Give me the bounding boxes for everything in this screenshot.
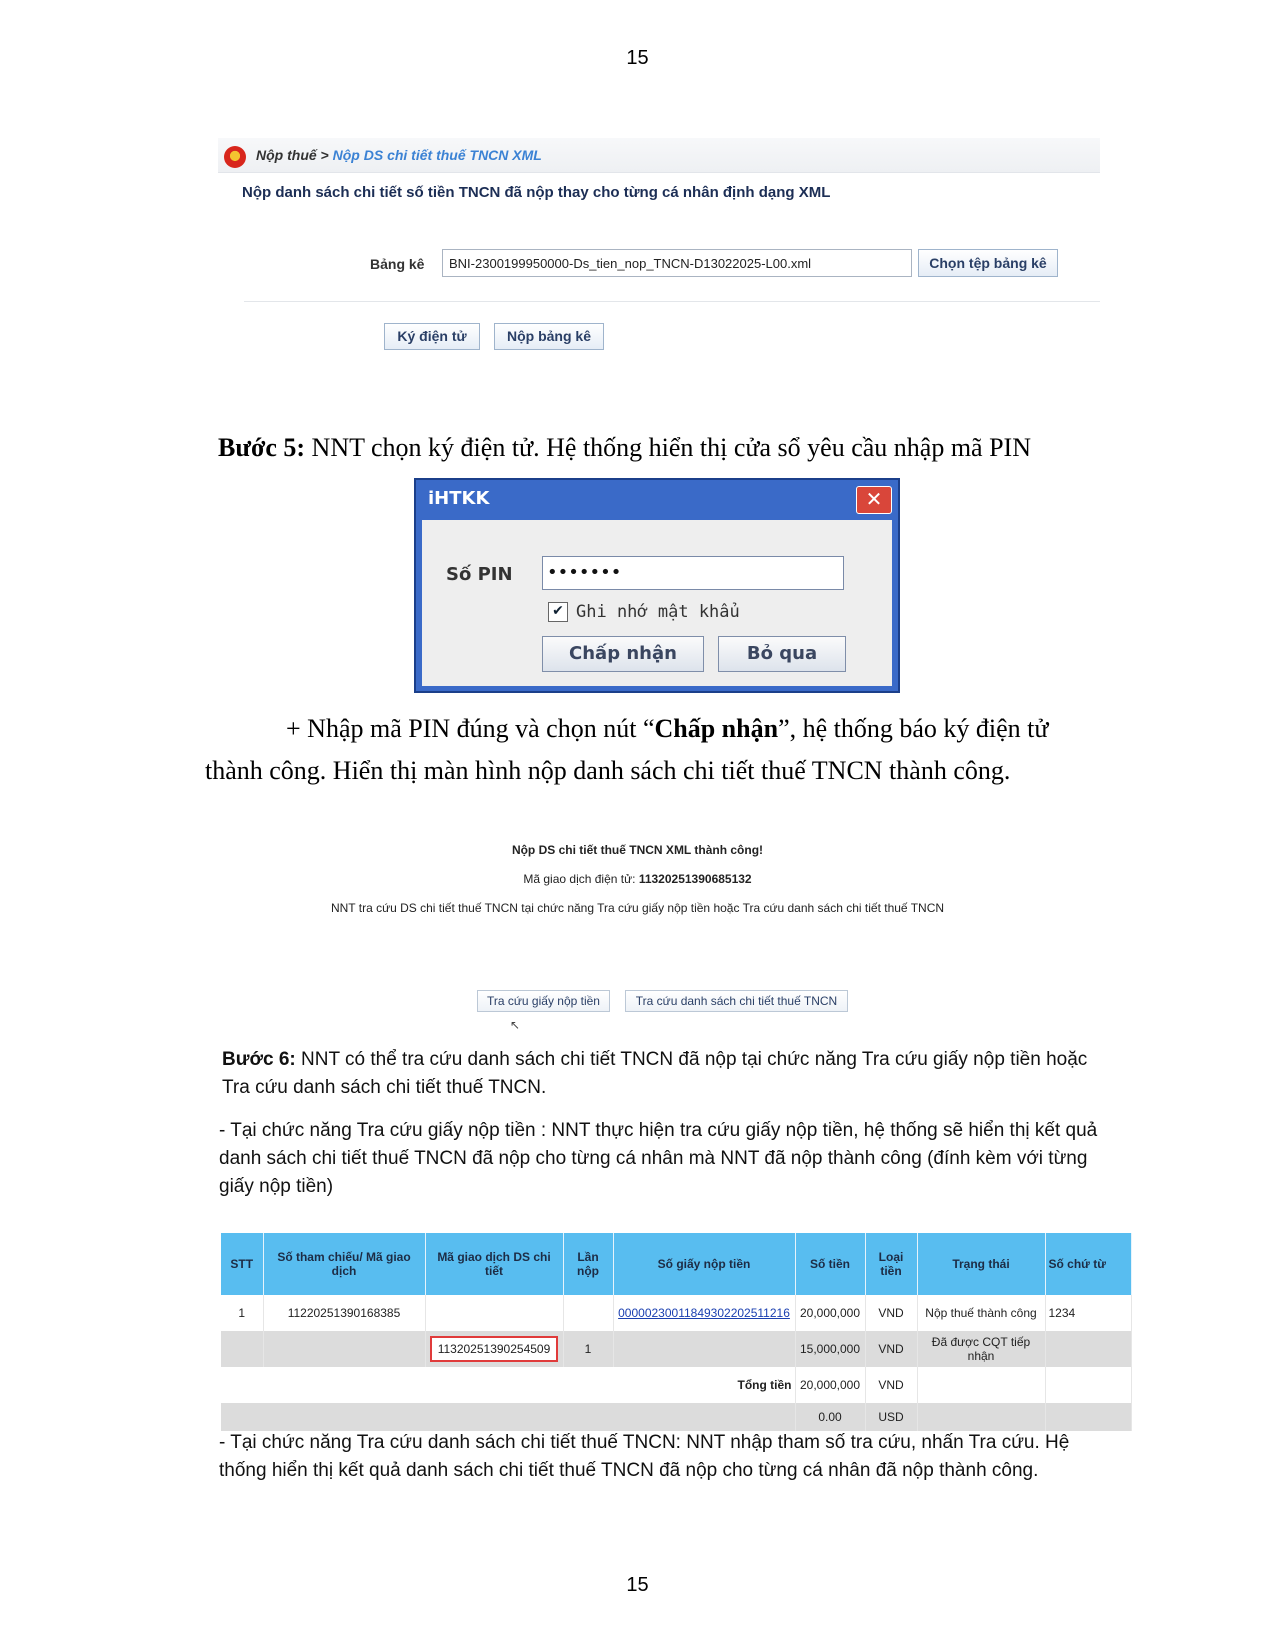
transaction-label: Mã giao dịch điện tử: bbox=[523, 872, 639, 886]
transaction-code: 11320251390685132 bbox=[638, 872, 752, 886]
remember-password-checkbox[interactable]: ✔ bbox=[548, 602, 568, 622]
total-label: Tổng tiền bbox=[221, 1367, 795, 1403]
cell-doc-no bbox=[1045, 1331, 1131, 1367]
cell-amount: 20,000,000 bbox=[795, 1295, 865, 1331]
col-header: Số tham chiếu/ Mã giao dịch bbox=[263, 1233, 425, 1295]
total-usd-currency: USD bbox=[865, 1403, 917, 1431]
cancel-button[interactable]: Bỏ qua bbox=[718, 636, 846, 672]
col-header: Lần nộp bbox=[563, 1233, 613, 1295]
page-number-bottom: 15 bbox=[626, 1574, 649, 1596]
total-vnd-currency: VND bbox=[865, 1367, 917, 1403]
pin-input[interactable]: ••••••• bbox=[542, 556, 844, 590]
submit-xml-screen bbox=[218, 138, 1100, 378]
divider bbox=[244, 301, 1100, 302]
col-header: Số chứ từ bbox=[1045, 1233, 1131, 1295]
total-usd: 0.00 bbox=[795, 1403, 865, 1431]
step6-para3: - Tại chức năng Tra cứu danh sách chi tiết thuế TNCN: NNT nhập tham số tra cứu, nhấn Tra cứu. Hệ thống hiển thị kết quả danh sách chi tiết thuế TNCN đã nộp cho từng cá nhân đã nộp thành công. bbox=[219, 1432, 1070, 1481]
breadcrumb bbox=[218, 138, 1100, 173]
step6-text: NNT có thể tra cứu danh sách chi tiết TNCN đã nộp tại chức năng Tra cứu giấy nộp tiền hoặc Tra cứu danh sách chi tiết thuế TNCN. bbox=[222, 1049, 1088, 1098]
cell-attempt bbox=[563, 1295, 613, 1331]
col-header: Loại tiền bbox=[865, 1233, 917, 1295]
cell-doc-no: 1234 bbox=[1045, 1295, 1131, 1331]
tax-logo-icon bbox=[224, 146, 246, 168]
cell-stt bbox=[221, 1331, 263, 1367]
submit-list-button[interactable]: Nộp bảng kê bbox=[494, 323, 604, 350]
pin-dialog bbox=[414, 478, 900, 693]
cell-ref: 11220251390168385 bbox=[263, 1295, 425, 1331]
step6-para2: - Tại chức năng Tra cứu giấy nộp tiền : NNT thực hiện tra cứu giấy nộp tiền, hệ thống sẽ hiển thị kết quả danh sách chi tiết thuế TNCN đã nộp cho từng cá nhân mà NNT đã nộp thành công (đính kèm với từng giấy nộp tiền) bbox=[219, 1120, 1098, 1197]
total-row bbox=[221, 1367, 1131, 1403]
step5-paragraph bbox=[218, 433, 1031, 463]
step6-label: Bước 6: bbox=[222, 1049, 296, 1070]
cursor-icon: ↖ bbox=[510, 1018, 521, 1032]
payment-paper-link[interactable]: 00000230011849302202511216 bbox=[618, 1306, 790, 1320]
dialog-body bbox=[422, 520, 892, 686]
payment-lookup-table bbox=[221, 1233, 1106, 1443]
lookup-payment-button[interactable]: Tra cứu giấy nộp tiền bbox=[477, 990, 610, 1012]
cell-ds-code bbox=[425, 1295, 563, 1331]
sign-button[interactable]: Ký điện tử bbox=[384, 323, 480, 350]
breadcrumb-root[interactable]: Nộp thuế bbox=[256, 147, 317, 163]
cell-status: Đã được CQT tiếp nhận bbox=[917, 1331, 1045, 1367]
table-row bbox=[221, 1295, 1131, 1331]
choose-file-button[interactable]: Chọn tệp bảng kê bbox=[918, 249, 1058, 277]
lookup-list-button[interactable]: Tra cứu danh sách chi tiết thuế TNCN bbox=[625, 990, 848, 1012]
table-row bbox=[221, 1331, 1131, 1367]
transaction-line bbox=[0, 872, 1275, 886]
note-prefix: + Nhập mã PIN đúng và chọn nút “ bbox=[286, 714, 655, 743]
note-bold: Chấp nhận bbox=[654, 714, 779, 743]
note-line1 bbox=[286, 714, 1106, 744]
col-header: Trạng thái bbox=[917, 1233, 1045, 1295]
cell-currency: VND bbox=[865, 1331, 917, 1367]
breadcrumb-separator: > bbox=[320, 147, 329, 163]
accept-button[interactable]: Chấp nhận bbox=[542, 636, 704, 672]
file-path-input[interactable] bbox=[442, 249, 912, 277]
cell-ref bbox=[263, 1331, 425, 1367]
col-header: Số tiền bbox=[795, 1233, 865, 1295]
step6-paragraph bbox=[222, 1046, 1102, 1102]
col-header: Mã giao dịch DS chi tiết bbox=[425, 1233, 563, 1295]
note-suffix: ”, hệ thống báo ký điện tử bbox=[778, 714, 1049, 743]
highlighted-ds-code: 11320251390254509 bbox=[430, 1336, 559, 1362]
total-vnd: 20,000,000 bbox=[795, 1367, 865, 1403]
pin-label: Số PIN bbox=[446, 564, 513, 585]
cell-paper-no bbox=[613, 1331, 795, 1367]
total-usd-row bbox=[221, 1403, 1131, 1431]
close-icon[interactable]: ✕ bbox=[856, 486, 892, 514]
table-header-row bbox=[221, 1233, 1131, 1295]
page-number-top: 15 bbox=[626, 47, 649, 69]
file-label: Bảng kê bbox=[370, 256, 425, 272]
cell-status: Nộp thuế thành công bbox=[917, 1295, 1045, 1331]
breadcrumb-current[interactable]: Nộp DS chi tiết thuế TNCN XML bbox=[332, 147, 542, 163]
dialog-title: iHTKK bbox=[428, 488, 490, 509]
form-title: Nộp danh sách chi tiết số tiền TNCN đã nộp thay cho từng cá nhân định dạng XML bbox=[242, 184, 831, 201]
note-line2: thành công. Hiển thị màn hình nộp danh sách chi tiết thuế TNCN thành công. bbox=[205, 756, 1011, 785]
success-hint: NNT tra cứu DS chi tiết thuế TNCN tại chức năng Tra cứu giấy nộp tiền hoặc Tra cứu danh sách chi tiết thuế TNCN bbox=[330, 901, 945, 915]
cell-stt: 1 bbox=[221, 1295, 263, 1331]
cell-currency: VND bbox=[865, 1295, 917, 1331]
col-header: STT bbox=[221, 1233, 263, 1295]
step5-text: NNT chọn ký điện tử. Hệ thống hiển thị cửa sổ yêu cầu nhập mã PIN bbox=[305, 433, 1031, 462]
cell-amount: 15,000,000 bbox=[795, 1331, 865, 1367]
col-header: Số giấy nộp tiền bbox=[613, 1233, 795, 1295]
success-heading: Nộp DS chi tiết thuế TNCN XML thành công! bbox=[511, 843, 764, 857]
remember-password-label: Ghi nhớ mật khẩu bbox=[576, 602, 740, 622]
step5-label: Bước 5: bbox=[218, 433, 306, 462]
cell-attempt: 1 bbox=[563, 1331, 613, 1367]
